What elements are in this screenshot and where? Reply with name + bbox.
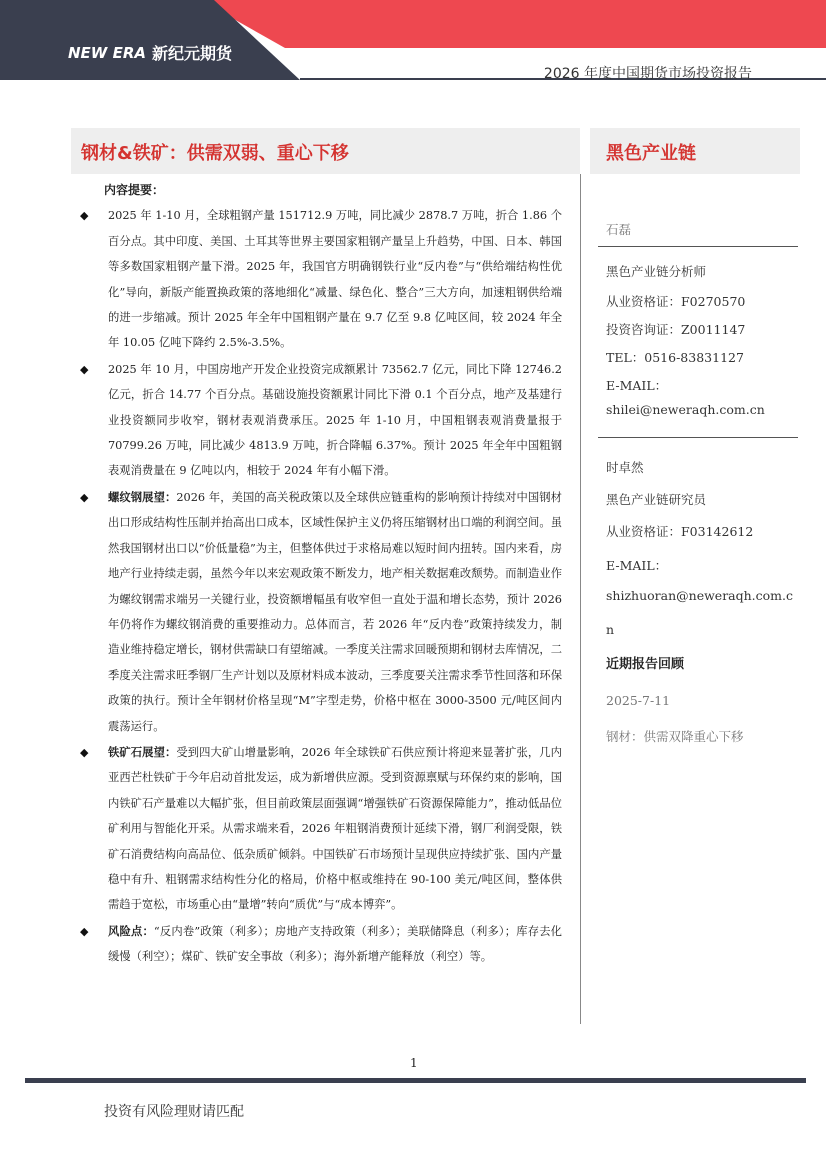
summary-bullet xyxy=(80,485,562,739)
report-title: 2026 年度中国期货市场投资报告 xyxy=(543,66,752,82)
company-logo[interactable] xyxy=(68,41,232,64)
bullet-label: 风险点： xyxy=(108,924,154,938)
diamond-bullet-icon: ◆ xyxy=(80,490,89,504)
diamond-bullet-icon: ◆ xyxy=(80,209,89,223)
summary-bullet xyxy=(80,357,562,484)
analyst-role: 黑色产业链研究员 xyxy=(606,492,707,507)
analyst-name: 时卓然 xyxy=(606,460,644,475)
diamond-bullet-icon: ◆ xyxy=(80,362,89,376)
divider xyxy=(598,246,798,247)
bullet-text: 受到四大矿山增量影响，2026 年全球铁矿石供应预计将迎来显著扩张，几内亚西芒杜铁矿于今年启动首批发运，成为新增供应源。受到资源禀赋与环保约束的影响，国内铁矿石产量难以大幅扩张，但目前政策层面强调“增强铁矿石资源保障能力”，推动低品位矿利用与智能化开采。从需求端来看，2026 年粗钢消费预计延续下滑，钢厂利润受限，铁矿石消费结构向高品位、低杂质矿倾斜。中国铁矿石市场预计呈现供应持续扩张、国内产量稳中有升、粗钢需求结构性分化的格局，价格中枢或维持在 90-100 美元/吨区间，整体供需趋于宽松，市场重心由“量增”转向“质优”与“成本博弈”。 xyxy=(108,745,562,912)
main-content xyxy=(80,178,562,970)
bullet-text: 2026 年，美国的高关税政策以及全球供应链重构的影响预计持续对中国钢材出口形成结构性压制并抬高出口成本，区域性保护主义仍将压缩钢材出口端的利润空间。虽然我国钢材出口以“价低量稳”为主，但整体供过于求格局难以短时间内扭转。国内来看，房地产行业持续走弱，虽然今年以来宏观政策不断发力，地产相关数据难改颓势。而制造业作为螺纹钢需求端另一关键行业，投资额增幅虽有收窄但一直处于温和增长态势，预计 2026 年仍将作为螺纹钢消费的重要推动力。总体而言，若 2026 年“反内卷”政策持续发力，制造业维持稳定增长，钢材供需缺口有望缩减。一季度关注需求回暖预期和钢材去库情况，二季度关注需求旺季钢厂生产计划以及原材料成本波动，三季度要关注需求季节性回落和环保政策的执行。预计全年钢材价格呈现“M”字型走势，价格中枢在 3000-3500 元/吨区间内震荡运行。 xyxy=(108,490,562,733)
company-name: 新纪元期货 xyxy=(151,44,232,63)
summary-bullet xyxy=(80,740,562,918)
bullet-text: “反内卷”政策（利多）；房地产支持政策（利多）；美联储降息（利多）；库存去化缓慢（利空）；煤矿、铁矿安全事故（利多）；海外新增产能释放（利空）等。 xyxy=(108,924,562,964)
summary-bullet xyxy=(80,203,562,355)
sector-title: 黑色产业链 xyxy=(606,143,696,164)
analyst-email[interactable]: shizhuoran@neweraqh.com.c xyxy=(606,588,794,603)
analyst-email-tail[interactable]: n xyxy=(606,622,615,637)
logo-mark: NEW ERA xyxy=(68,43,146,62)
analyst-advisory: 投资咨询证：Z0011147 xyxy=(606,322,746,337)
diamond-bullet-icon: ◆ xyxy=(80,745,89,759)
recent-reports-heading: 近期报告回顾 xyxy=(606,657,685,672)
summary-label: 内容提要： xyxy=(104,183,165,197)
column-divider xyxy=(580,174,581,1024)
footer-rule xyxy=(25,1078,806,1083)
bullet-text: 2025 年 1-10 月，全球粗钢产量 151712.9 万吨，同比减少 2878.7 万吨，折合 1.86 个百分点。其中印度、美国、土耳其等世界主要国家粗钢产量呈上升趋势，中国、日本、韩国等多数国家粗钢产量下滑。2025 年，我国官方明确钢铁行业“反内卷”与“供给端结构性优化”导向，新版产能置换政策的落地细化“减量、绿色化、整合”三大方向，加速粗钢供给端的进一步缩减。预计 2025 年全年中国粗钢产量在 9.7 亿至 9.8 亿吨区间，较 2024 年全年 10.05 亿吨下降约 2.5%-3.5%。 xyxy=(108,209,562,350)
analyst-email-label: E-MAIL： xyxy=(606,378,668,393)
article-title: 钢材&铁矿：供需双弱、重心下移 xyxy=(81,143,349,164)
divider xyxy=(598,437,798,438)
footer-disclaimer: 投资有风险理财请匹配 xyxy=(104,1104,244,1120)
summary-bullet xyxy=(80,919,562,970)
analyst-email[interactable]: shilei@neweraqh.com.cn xyxy=(606,402,765,417)
bullet-label: 螺纹钢展望： xyxy=(108,490,177,504)
analyst-email-label: E-MAIL： xyxy=(606,558,668,573)
article-title-bar xyxy=(71,128,580,174)
analyst-qualification: 从业资格证：F03142612 xyxy=(606,524,754,539)
recent-report-date: 2025-7-11 xyxy=(606,693,671,708)
diamond-bullet-icon: ◆ xyxy=(80,924,89,938)
analyst-role: 黑色产业链分析师 xyxy=(606,264,707,279)
page-number: 1 xyxy=(410,1056,418,1070)
bullet-text: 2025 年 10 月，中国房地产开发企业投资完成额累计 73562.7 亿元，同比下降 12746.2 亿元，折合 14.77 个百分点。基础设施投资额累计同比下滑 0.1 个百分点，地产及基建行业投资额同步收窄，钢材表观消费承压。2025 年 1-10 月，中国粗钢表观消费量报于 70799.26 万吨，同比减少 4813.9 万吨，折合降幅 6.37%。预计 2025 年全年中国粗钢表观消费量在 9 亿吨以内，相较于 2024 年有小幅下滑。 xyxy=(108,362,562,478)
analyst-qualification: 从业资格证：F0270570 xyxy=(606,294,746,309)
sector-title-bar xyxy=(590,128,800,174)
bullet-label: 铁矿石展望： xyxy=(108,745,177,759)
analyst-name: 石磊 xyxy=(606,222,632,237)
recent-report-link[interactable]: 钢材：供需双降重心下移 xyxy=(606,729,744,744)
analyst-tel: TEL：0516-83831127 xyxy=(606,350,744,365)
